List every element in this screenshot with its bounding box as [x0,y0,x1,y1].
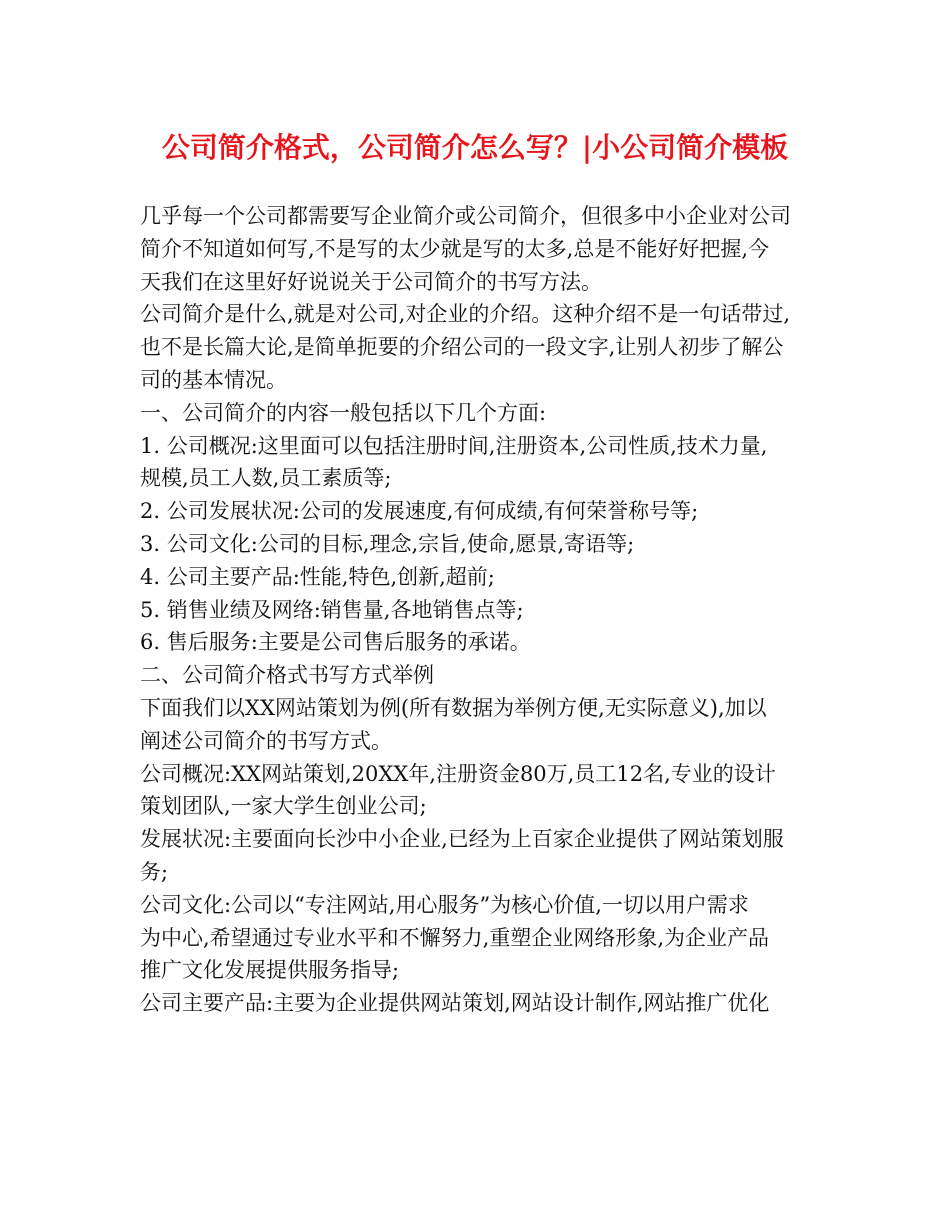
body-line: 公司文化:公司以“专注网站,用心服务”为核心价值,一切以用户需求 [140,892,749,917]
list-item: 3. 公司文化:公司的目标,理念,宗旨,使命,愿景,寄语等; [140,531,635,556]
body-line: 简介不知道如何写,不是写的太少就是写的太多,总是不能好好把握,今 [140,236,770,261]
body-line: 天我们在这里好好说说关于公司简介的书写方法。 [140,269,602,294]
page-title: 公司简介格式，公司简介怎么写？|小公司简介模板 [161,131,789,164]
body-line: 司的基本情况。 [140,367,287,392]
section-heading: 二、公司简介格式书写方式举例 [140,663,434,688]
body-line: 公司概况:XX网站策划,20XX年,注册资金80万,员工12名,专业的设计 [140,761,776,786]
body-line: 也不是长篇大论,是简单扼要的介绍公司的一段文字,让别人初步了解公 [140,335,784,360]
list-item: 4. 公司主要产品:性能,特色,创新,超前; [140,564,495,589]
list-item: 规模,员工人数,员工素质等; [140,466,392,491]
body-line: 为中心,希望通过专业水平和不懈努力,重塑企业网络形象,为企业产品 [140,925,770,950]
body-line: 发展状况:主要面向长沙中小企业,已经为上百家企业提供了网站策划服 [140,827,784,852]
list-item: 5. 销售业绩及网络:销售量,各地销售点等; [140,597,524,622]
body-line: 阐述公司简介的书写方式。 [140,728,392,753]
body-line: 公司简介是什么,就是对公司,对企业的介绍。这种介绍不是一句话带过, [140,302,791,327]
body-line: 下面我们以XX网站策划为例(所有数据为举例方便,无实际意义),加以 [140,695,767,720]
list-item: 2. 公司发展状况:公司的发展速度,有何成绩,有何荣誉称号等; [140,499,699,524]
list-item: 6. 售后服务:主要是公司售后服务的承诺。 [140,630,531,655]
body-line: 公司主要产品:主要为企业提供网站策划,网站设计制作,网站推广优化 [140,991,770,1016]
body-line: 几乎每一个公司都需要写企业简介或公司简介，但很多中小企业对公司 [140,204,791,228]
body-line: 务; [140,859,169,884]
body-line: 推广文化发展提供服务指导; [140,958,400,983]
document-body [140,200,820,1020]
body-line: 策划团队,一家大学生创业公司; [140,794,427,819]
section-heading: 一、公司简介的内容一般包括以下几个方面: [140,400,547,425]
list-item: 1. 公司概况:这里面可以包括注册时间,注册资本,公司性质,技术力量, [140,433,768,458]
